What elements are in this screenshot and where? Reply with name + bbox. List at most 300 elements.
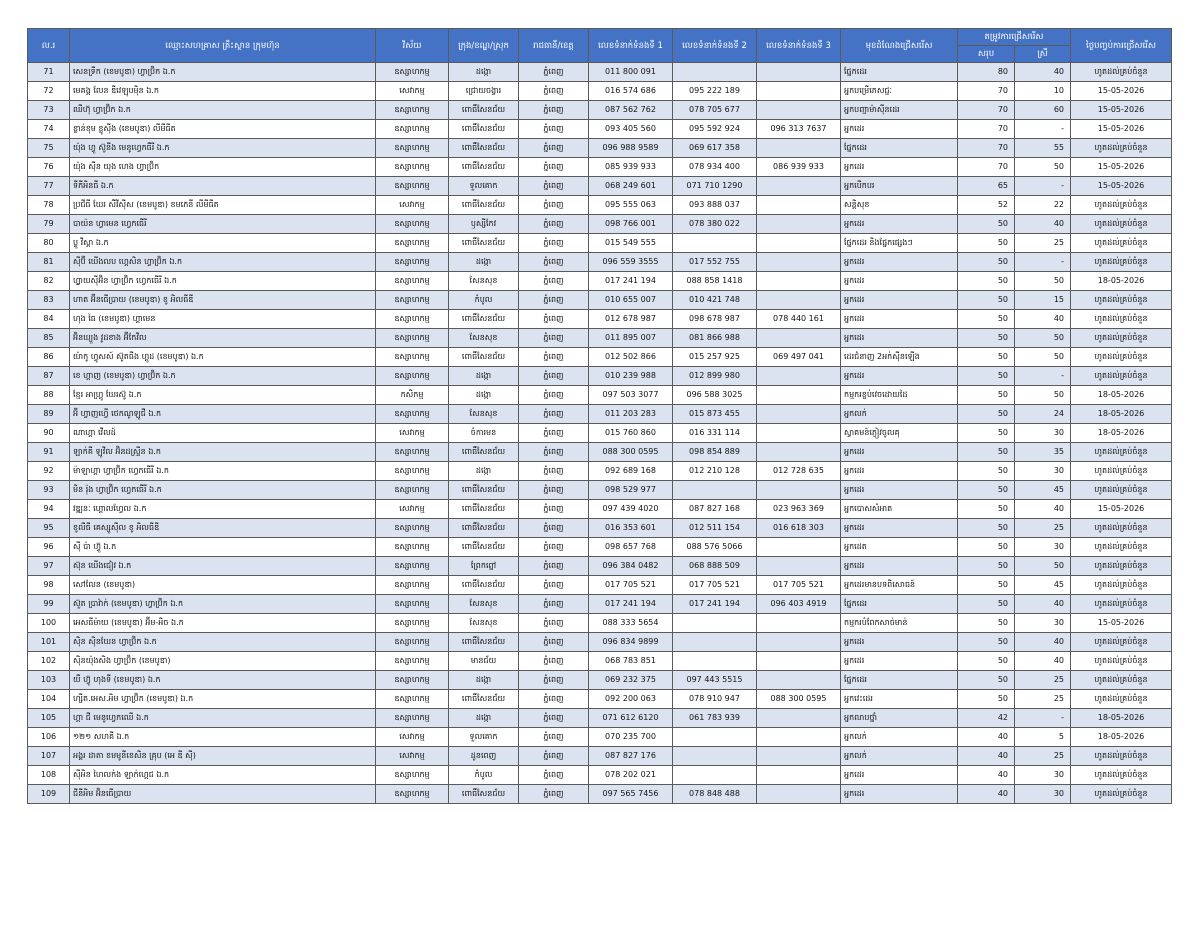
cell-district: ពោធិ៍សែនជ័យ: [449, 576, 519, 595]
cell-district: ដូនពេញ: [449, 747, 519, 766]
cell-phone-1: 012 502 866: [589, 348, 673, 367]
cell-phone-1: 085 939 933: [589, 158, 673, 177]
cell-phone-3: [757, 329, 841, 348]
cell-deadline: ហូតដល់គ្រប់ចំនួន: [1071, 234, 1172, 253]
cell-phone-3: [757, 253, 841, 272]
cell-position: អ្នកដេរ: [841, 272, 958, 291]
cell-phone-2: 088 858 1418: [673, 272, 757, 291]
cell-female: 50: [1015, 348, 1071, 367]
cell-female: 40: [1015, 500, 1071, 519]
cell-phone-3: [757, 785, 841, 804]
cell-company-name: ហ្វ្លាយស៊ីអ៊ិន ហ្វាប៊្រិក ហ្វេកធើរី ឯ.ក: [70, 272, 376, 291]
cell-company-name: ស៊ិន ស៊ិនឃែន ហ្វាប៊្រិក ឯ.ក: [70, 633, 376, 652]
cell-deadline: ហូតដល់គ្រប់ចំនួន: [1071, 538, 1172, 557]
cell-province: ភ្នំពេញ: [519, 481, 589, 500]
cell-deadline: 18-05-2026: [1071, 728, 1172, 747]
cell-position: អ្នកដេរ: [841, 481, 958, 500]
cell-phone-2: 088 576 5066: [673, 538, 757, 557]
cell-total: 50: [958, 671, 1015, 690]
cell-district: កំបូល: [449, 766, 519, 785]
cell-phone-1: 092 200 063: [589, 690, 673, 709]
cell-position: អ្នកបើកបរ: [841, 177, 958, 196]
cell-phone-3: [757, 196, 841, 215]
cell-deadline: ហូតដល់គ្រប់ចំនួន: [1071, 652, 1172, 671]
cell-phone-2: 010 421 748: [673, 291, 757, 310]
cell-total: 50: [958, 500, 1015, 519]
cell-phone-3: [757, 424, 841, 443]
cell-phone-1: 095 555 063: [589, 196, 673, 215]
cell-phone-1: 096 559 3555: [589, 253, 673, 272]
cell-female: 25: [1015, 234, 1071, 253]
table-row: [28, 291, 1172, 310]
table-row: [28, 462, 1172, 481]
cell-phone-2: [673, 747, 757, 766]
cell-deadline: 15-05-2026: [1071, 500, 1172, 519]
cell-deadline: ហូតដល់គ្រប់ចំនួន: [1071, 595, 1172, 614]
cell-phone-1: 098 766 001: [589, 215, 673, 234]
cell-phone-1: 017 241 194: [589, 595, 673, 614]
cell-district: ជ្រោយចង្វារ: [449, 82, 519, 101]
cell-deadline: ហូតដល់គ្រប់ចំនួន: [1071, 443, 1172, 462]
table-row: [28, 614, 1172, 633]
cell-no: 86: [28, 348, 70, 367]
cell-no: 92: [28, 462, 70, 481]
cell-phone-2: 078 848 488: [673, 785, 757, 804]
cell-position: អ្នកដេត: [841, 538, 958, 557]
cell-total: 40: [958, 747, 1015, 766]
cell-phone-1: 070 235 700: [589, 728, 673, 747]
cell-position: អ្នកដេរ: [841, 120, 958, 139]
table-row: [28, 234, 1172, 253]
cell-company-name: ស៊ិនយ៉ុងសិង ហ្វាប៊្រិក (ខេមបូឌា): [70, 652, 376, 671]
cell-phone-1: 097 439 4020: [589, 500, 673, 519]
cell-deadline: ហូតដល់គ្រប់ចំនួន: [1071, 557, 1172, 576]
cell-position: សន្តិសុខ: [841, 196, 958, 215]
col-header-sector: វិស័យ: [376, 29, 449, 63]
cell-no: 78: [28, 196, 70, 215]
cell-province: ភ្នំពេញ: [519, 443, 589, 462]
cell-female: 25: [1015, 671, 1071, 690]
table-row: [28, 652, 1172, 671]
cell-deadline: 18-05-2026: [1071, 386, 1172, 405]
cell-female: 45: [1015, 576, 1071, 595]
cell-sector: ឧស្សាហកម្ម: [376, 576, 449, 595]
cell-company-name: ស៊ួត ប្រាវ៉ាក់ (ខេមបូឌា) ហ្វាប៊្រិក ឯ.ក: [70, 595, 376, 614]
cell-sector: សេវាកម្ម: [376, 747, 449, 766]
cell-no: 84: [28, 310, 70, 329]
cell-deadline: 18-05-2026: [1071, 405, 1172, 424]
cell-province: ភ្នំពេញ: [519, 272, 589, 291]
cell-female: 50: [1015, 158, 1071, 177]
cell-phone-2: 078 934 400: [673, 158, 757, 177]
cell-phone-3: [757, 63, 841, 82]
cell-no: 109: [28, 785, 70, 804]
cell-deadline: 18-05-2026: [1071, 709, 1172, 728]
cell-sector: ឧស្សាហកម្ម: [376, 557, 449, 576]
cell-position: អ្នកដេរ: [841, 633, 958, 652]
cell-no: 101: [28, 633, 70, 652]
cell-sector: ឧស្សាហកម្ម: [376, 348, 449, 367]
cell-province: ភ្នំពេញ: [519, 519, 589, 538]
cell-province: ភ្នំពេញ: [519, 766, 589, 785]
table-row: [28, 101, 1172, 120]
cell-phone-2: 061 783 939: [673, 709, 757, 728]
cell-phone-3: 096 313 7637: [757, 120, 841, 139]
cell-province: ភ្នំពេញ: [519, 253, 589, 272]
cell-total: 40: [958, 728, 1015, 747]
cell-phone-2: 081 866 988: [673, 329, 757, 348]
cell-district: ពោធិ៍សែនជ័យ: [449, 519, 519, 538]
cell-sector: ឧស្សាហកម្ម: [376, 215, 449, 234]
cell-no: 88: [28, 386, 70, 405]
cell-total: 80: [958, 63, 1015, 82]
cell-female: 25: [1015, 519, 1071, 538]
table-row: [28, 633, 1172, 652]
cell-position: អ្នកដេរមានបទពិសោធន៍: [841, 576, 958, 595]
cell-no: 74: [28, 120, 70, 139]
cell-phone-1: 015 549 555: [589, 234, 673, 253]
table-row: [28, 443, 1172, 462]
table-row: [28, 709, 1172, 728]
cell-position: អ្នកដេរ: [841, 158, 958, 177]
cell-total: 50: [958, 310, 1015, 329]
cell-province: ភ្នំពេញ: [519, 747, 589, 766]
table-row: [28, 139, 1172, 158]
cell-sector: ឧស្សាហកម្ម: [376, 652, 449, 671]
cell-total: 70: [958, 101, 1015, 120]
cell-company-name: អង្គរ ដាតា ខមមូនីខេសិន គ្រុប (អេ ឌី ស៊ី): [70, 747, 376, 766]
cell-female: -: [1015, 120, 1071, 139]
cell-district: ពោធិ៍សែនជ័យ: [449, 310, 519, 329]
cell-province: ភ្នំពេញ: [519, 196, 589, 215]
cell-phone-3: 096 403 4919: [757, 595, 841, 614]
cell-company-name: ស៊ីអិន ហៃលក់ង ឡាក់ហ្គេជ ឯ.ក: [70, 766, 376, 785]
cell-phone-1: 016 353 601: [589, 519, 673, 538]
cell-total: 50: [958, 614, 1015, 633]
cell-district: សែនសុខ: [449, 329, 519, 348]
cell-district: សែនសុខ: [449, 614, 519, 633]
col-header-name: ឈ្មោះសហគ្រាស គ្រឹះស្ថាន ក្រុមហ៊ុន: [70, 29, 376, 63]
cell-province: ភ្នំពេញ: [519, 291, 589, 310]
cell-sector: ឧស្សាហកម្ម: [376, 177, 449, 196]
cell-no: 90: [28, 424, 70, 443]
cell-company-name: អ៊ិនឃ្យួង វូដខាង អ៊ីកែវីល: [70, 329, 376, 348]
cell-district: ពោធិ៍សែនជ័យ: [449, 234, 519, 253]
cell-female: 30: [1015, 538, 1071, 557]
cell-phone-2: 068 888 509: [673, 557, 757, 576]
cell-company-name: ម៉ាឡាហ្គា ហ្វាប៊្រិក ហ្វេកធើរី ឯ.ក: [70, 462, 376, 481]
cell-no: 81: [28, 253, 70, 272]
cell-no: 96: [28, 538, 70, 557]
cell-district: ពោធិ៍សែនជ័យ: [449, 443, 519, 462]
cell-female: 25: [1015, 690, 1071, 709]
cell-position: អ្នកវេះដេរ: [841, 690, 958, 709]
cell-sector: ឧស្សាហកម្ម: [376, 633, 449, 652]
cell-phone-2: 017 552 755: [673, 253, 757, 272]
cell-phone-1: 010 655 007: [589, 291, 673, 310]
cell-phone-3: [757, 481, 841, 500]
table-row: [28, 595, 1172, 614]
col-header-female: ស្រី: [1015, 46, 1071, 63]
table-row: [28, 747, 1172, 766]
col-header-province: រាជធានី/ខេត្ត: [519, 29, 589, 63]
cell-district: ដង្កោ: [449, 367, 519, 386]
cell-province: ភ្នំពេញ: [519, 310, 589, 329]
cell-province: ភ្នំពេញ: [519, 595, 589, 614]
cell-phone-2: [673, 652, 757, 671]
cell-phone-2: [673, 63, 757, 82]
cell-province: ភ្នំពេញ: [519, 367, 589, 386]
cell-company-name: ស៊ីប៊ី ឃើងលប ហ្គេសិន ហ្វាប៊្រិក ឯ.ក: [70, 253, 376, 272]
cell-position: អ្នកដេរ: [841, 462, 958, 481]
col-header-phone-2: លេខទំនាក់ទំនងទី 2: [673, 29, 757, 63]
cell-company-name: សេនទ្រីក (ខេមបូឌា) ហ្វាប៊្រិក ឯ.ក: [70, 63, 376, 82]
cell-total: 50: [958, 291, 1015, 310]
cell-company-name: ខ្លាន់ខុម ខ្លូស៊ីង (ខេមបូឌា) លីមីធីត: [70, 120, 376, 139]
cell-no: 104: [28, 690, 70, 709]
cell-phone-1: 092 689 168: [589, 462, 673, 481]
table-row: [28, 785, 1172, 804]
cell-total: 70: [958, 82, 1015, 101]
cell-sector: ឧស្សាហកម្ម: [376, 614, 449, 633]
recruitment-table: [27, 28, 1172, 804]
cell-company-name: ណាហ្គា វើលដ៍: [70, 424, 376, 443]
cell-sector: ឧស្សាហកម្ម: [376, 671, 449, 690]
cell-deadline: ហូតដល់គ្រប់ចំនួន: [1071, 253, 1172, 272]
cell-sector: ឧស្សាហកម្ម: [376, 329, 449, 348]
cell-female: 40: [1015, 652, 1071, 671]
cell-female: 50: [1015, 386, 1071, 405]
cell-district: ដង្កោ: [449, 63, 519, 82]
table-row: [28, 177, 1172, 196]
cell-total: 50: [958, 386, 1015, 405]
cell-total: 50: [958, 519, 1015, 538]
cell-position: ផ្នែកដេរ: [841, 63, 958, 82]
table-row: [28, 500, 1172, 519]
cell-district: ពោធិ៍សែនជ័យ: [449, 348, 519, 367]
cell-district: ពោធិ៍សែនជ័យ: [449, 633, 519, 652]
cell-deadline: ហូតដល់គ្រប់ចំនួន: [1071, 291, 1172, 310]
cell-total: 50: [958, 424, 1015, 443]
cell-sector: សេវាកម្ម: [376, 728, 449, 747]
cell-no: 80: [28, 234, 70, 253]
cell-deadline: 15-05-2026: [1071, 158, 1172, 177]
cell-phone-2: 093 888 037: [673, 196, 757, 215]
cell-no: 75: [28, 139, 70, 158]
cell-phone-3: 078 440 161: [757, 310, 841, 329]
cell-position: ផ្នែកដេរ: [841, 595, 958, 614]
cell-province: ភ្នំពេញ: [519, 215, 589, 234]
cell-province: ភ្នំពេញ: [519, 177, 589, 196]
cell-province: ភ្នំពេញ: [519, 234, 589, 253]
cell-phone-3: 012 728 635: [757, 462, 841, 481]
cell-deadline: ហូតដល់គ្រប់ចំនួន: [1071, 139, 1172, 158]
cell-phone-3: [757, 652, 841, 671]
cell-company-name: ហុង ធៃ (ខេមបូឌា) ហ្គាមេន: [70, 310, 376, 329]
cell-female: 35: [1015, 443, 1071, 462]
cell-company-name: ឈីហ៊ុ ហ្វាប៊្រិក ឯ.ក: [70, 101, 376, 120]
cell-female: 40: [1015, 63, 1071, 82]
cell-female: 30: [1015, 424, 1071, 443]
cell-sector: ឧស្សាហកម្ម: [376, 63, 449, 82]
cell-district: ពោធិ៍សែនជ័យ: [449, 538, 519, 557]
cell-phone-3: 086 939 933: [757, 158, 841, 177]
cell-no: 85: [28, 329, 70, 348]
cell-phone-2: [673, 481, 757, 500]
cell-sector: ឧស្សាហកម្ម: [376, 709, 449, 728]
cell-position: អ្នកដេរ: [841, 291, 958, 310]
cell-female: 30: [1015, 785, 1071, 804]
cell-female: 22: [1015, 196, 1071, 215]
cell-phone-3: [757, 272, 841, 291]
cell-position: កម្មករបំពែកសាច់មាន់: [841, 614, 958, 633]
cell-phone-1: 017 705 521: [589, 576, 673, 595]
cell-total: 50: [958, 367, 1015, 386]
cell-position: អ្នកបញ្ជាម៉ាស៊ីនដេរ: [841, 101, 958, 120]
cell-phone-2: 012 899 980: [673, 367, 757, 386]
cell-deadline: 15-05-2026: [1071, 614, 1172, 633]
cell-phone-3: [757, 671, 841, 690]
cell-phone-2: 095 592 924: [673, 120, 757, 139]
table-row: [28, 671, 1172, 690]
cell-province: ភ្នំពេញ: [519, 728, 589, 747]
cell-phone-1: 069 232 375: [589, 671, 673, 690]
table-row: [28, 348, 1172, 367]
cell-phone-3: [757, 386, 841, 405]
cell-province: ភ្នំពេញ: [519, 557, 589, 576]
cell-sector: ឧស្សាហកម្ម: [376, 690, 449, 709]
cell-phone-3: 088 300 0595: [757, 690, 841, 709]
cell-phone-3: 016 618 303: [757, 519, 841, 538]
cell-district: សែនសុខ: [449, 272, 519, 291]
cell-female: 30: [1015, 462, 1071, 481]
cell-total: 50: [958, 481, 1015, 500]
table-row: [28, 196, 1172, 215]
cell-position: អ្នកបម្រើភេសជ្ជៈ: [841, 82, 958, 101]
cell-no: 77: [28, 177, 70, 196]
cell-company-name: មិន រ៉ុង ហ្វាប៊្រិក ហ្វេកធើរី ឯ.ក: [70, 481, 376, 500]
cell-district: សែនសុខ: [449, 595, 519, 614]
cell-position: អ្នកបោសសំអាត: [841, 500, 958, 519]
cell-deadline: ហូតដល់គ្រប់ចំនួន: [1071, 633, 1172, 652]
cell-phone-1: 097 503 3077: [589, 386, 673, 405]
cell-total: 50: [958, 234, 1015, 253]
cell-sector: ឧស្សាហកម្ម: [376, 139, 449, 158]
cell-company-name: មេគង្គ លែន ឌីវេឡុបម៉ិន ឯ.ក: [70, 82, 376, 101]
cell-company-name: បាយ៉ន ហ្វាមេន ហ្វេកធើរី: [70, 215, 376, 234]
cell-total: 50: [958, 690, 1015, 709]
cell-company-name: ខ្មែរ អាហ្គ្រូ ឃែរស៊ូ ឯ.ក: [70, 386, 376, 405]
table-row: [28, 557, 1172, 576]
cell-company-name: យ៉ុង ហ្វូ ស៊ូនីង មេនូហ្វេកធឺរី ឯ.ក: [70, 139, 376, 158]
cell-province: ភ្នំពេញ: [519, 671, 589, 690]
cell-total: 50: [958, 557, 1015, 576]
cell-deadline: ហូតដល់គ្រប់ចំនួន: [1071, 462, 1172, 481]
table-row: [28, 120, 1172, 139]
cell-phone-2: [673, 633, 757, 652]
cell-phone-3: [757, 234, 841, 253]
cell-district: ដង្កោ: [449, 253, 519, 272]
cell-total: 40: [958, 766, 1015, 785]
cell-sector: ឧស្សាហកម្ម: [376, 785, 449, 804]
cell-company-name: ហ្គា ជី មេនូហ្វេកឈើ ឯ.ក: [70, 709, 376, 728]
cell-company-name: ហ្សីត.អេស.អិម ហ្វាប៊្រិក (ខេមបូឌា) ឯ.ក: [70, 690, 376, 709]
cell-phone-3: [757, 82, 841, 101]
cell-female: 40: [1015, 633, 1071, 652]
cell-phone-1: 078 202 021: [589, 766, 673, 785]
table-row: [28, 576, 1172, 595]
cell-position: កម្មករខ្ចប់វេចដោយដៃ: [841, 386, 958, 405]
cell-sector: សេវាកម្ម: [376, 500, 449, 519]
cell-no: 93: [28, 481, 70, 500]
cell-district: ពោធិ៍សែនជ័យ: [449, 196, 519, 215]
cell-district: សែនសុខ: [449, 405, 519, 424]
cell-female: 40: [1015, 215, 1071, 234]
cell-deadline: ហូតដល់គ្រប់ចំនួន: [1071, 329, 1172, 348]
cell-phone-2: [673, 234, 757, 253]
cell-no: 73: [28, 101, 70, 120]
cell-phone-1: 087 562 762: [589, 101, 673, 120]
cell-sector: ឧស្សាហកម្ម: [376, 234, 449, 253]
cell-company-name: យ៉ាកូ ហ្វូសស៍ ស៊ូតធីង ហ្គូដ (ខេមបូឌា) ឯ.ក: [70, 348, 376, 367]
cell-sector: ឧស្សាហកម្ម: [376, 158, 449, 177]
cell-phone-2: 078 910 947: [673, 690, 757, 709]
col-header-total: សរុប: [958, 46, 1015, 63]
cell-female: 60: [1015, 101, 1071, 120]
cell-female: 10: [1015, 82, 1071, 101]
table-row: [28, 728, 1172, 747]
cell-sector: ឧស្សាហកម្ម: [376, 405, 449, 424]
cell-phone-2: 069 617 358: [673, 139, 757, 158]
cell-phone-2: 096 588 3025: [673, 386, 757, 405]
table-row: [28, 82, 1172, 101]
cell-phone-1: 011 895 007: [589, 329, 673, 348]
cell-province: ភ្នំពេញ: [519, 633, 589, 652]
cell-province: ភ្នំពេញ: [519, 101, 589, 120]
cell-phone-3: [757, 405, 841, 424]
cell-district: ទួលគោក: [449, 728, 519, 747]
cell-sector: សេវាកម្ម: [376, 82, 449, 101]
cell-district: កំបូល: [449, 291, 519, 310]
cell-deadline: ហូតដល់គ្រប់ចំនួន: [1071, 367, 1172, 386]
cell-sector: សេវាកម្ម: [376, 424, 449, 443]
table-row: [28, 310, 1172, 329]
cell-deadline: ហូតដល់គ្រប់ចំនួន: [1071, 348, 1172, 367]
cell-position: ផ្នែកដេរ និងផ្នែកផ្សេងៗ: [841, 234, 958, 253]
cell-province: ភ្នំពេញ: [519, 139, 589, 158]
cell-phone-1: 096 384 0482: [589, 557, 673, 576]
cell-phone-1: 068 783 851: [589, 652, 673, 671]
cell-total: 50: [958, 272, 1015, 291]
cell-no: 99: [28, 595, 70, 614]
cell-position: អ្នកដេរ: [841, 367, 958, 386]
cell-total: 40: [958, 785, 1015, 804]
cell-total: 52: [958, 196, 1015, 215]
table-row: [28, 405, 1172, 424]
table-body: [28, 63, 1172, 804]
cell-no: 95: [28, 519, 70, 538]
cell-phone-1: 016 574 686: [589, 82, 673, 101]
cell-phone-1: 068 249 601: [589, 177, 673, 196]
cell-phone-2: 097 443 5515: [673, 671, 757, 690]
cell-phone-3: [757, 177, 841, 196]
table-row: [28, 272, 1172, 291]
cell-deadline: 15-05-2026: [1071, 177, 1172, 196]
table-row: [28, 253, 1172, 272]
cell-total: 70: [958, 120, 1015, 139]
cell-position: អ្នកដេរ: [841, 766, 958, 785]
cell-no: 71: [28, 63, 70, 82]
